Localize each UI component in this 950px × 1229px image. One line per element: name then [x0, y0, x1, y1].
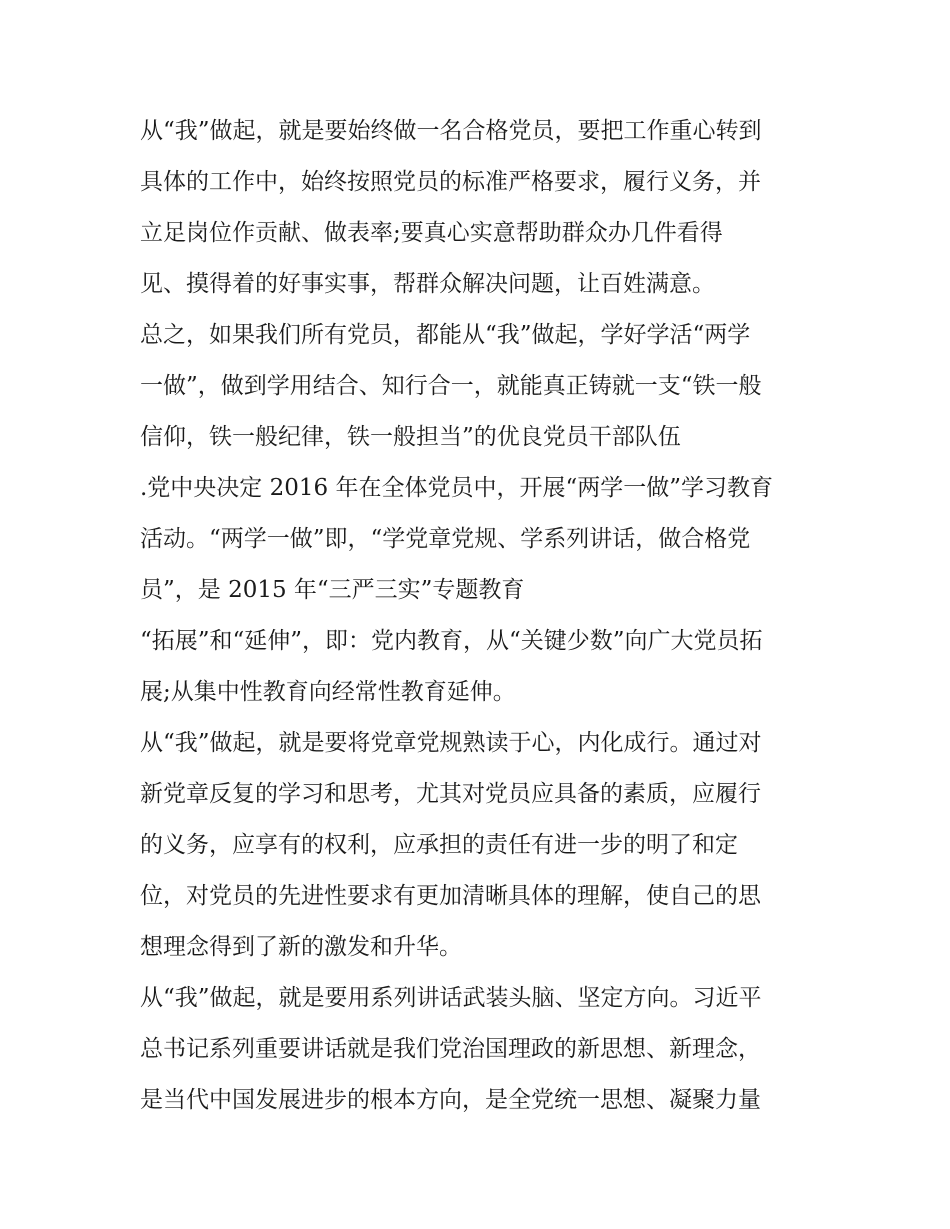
text-line: 一做”，做到学用结合、知行合一，就能真正铸就一支“铁一般	[140, 373, 762, 399]
text-line: 总书记系列重要讲话就是我们党治国理政的新思想、新理念，	[140, 1036, 761, 1062]
text-line: 从“我”做起，就是要始终做一名合格党员，要把工作重心转到	[140, 118, 762, 144]
text-line: 的义务，应享有的权利，应承担的责任有进一步的明了和定	[140, 832, 738, 858]
text-line: 位，对党员的先进性要求有更加清晰具体的理解，使自己的思	[140, 883, 761, 909]
text-line: 展;从集中性教育向经常性教育延伸。	[140, 679, 516, 705]
text-line: .党中央决定 2016 年在全体党员中，开展“两学一做”学习教育	[140, 475, 773, 501]
text-line: 是当代中国发展进步的根本方向，是全党统一思想、凝聚力量	[140, 1087, 761, 1113]
text-line: 信仰，铁一般纪律，铁一般担当”的优良党员干部队伍	[140, 424, 681, 450]
text-line: 活动。“两学一做”即，“学党章党规、学系列讲话，做合格党	[140, 526, 751, 552]
text-line: 员”，是 2015 年“三严三实”专题教育	[140, 577, 525, 603]
text-line: 立足岗位作贡献、做表率;要真心实意帮助群众办几件看得	[140, 220, 723, 246]
text-line: 从“我”做起，就是要用系列讲话武装头脑、坚定方向。习近平	[140, 985, 762, 1011]
text-line: 总之，如果我们所有党员，都能从“我”做起，学好学活“两学	[140, 322, 751, 348]
text-line: 从“我”做起，就是要将党章党规熟读于心，内化成行。通过对	[140, 730, 762, 756]
text-line: 见、摸得着的好事实事，帮群众解决问题，让百姓满意。	[140, 271, 715, 297]
text-line: 具体的工作中，始终按照党员的标准严格要求，履行义务，并	[140, 169, 761, 195]
text-line: “拓展”和“延伸”，即：党内教育，从“关键少数”向广大党员拓	[140, 628, 763, 654]
text-line: 想理念得到了新的激发和升华。	[140, 934, 462, 960]
body-text	[140, 106, 820, 1126]
text-line: 新党章反复的学习和思考，尤其对党员应具备的素质，应履行	[140, 781, 761, 807]
